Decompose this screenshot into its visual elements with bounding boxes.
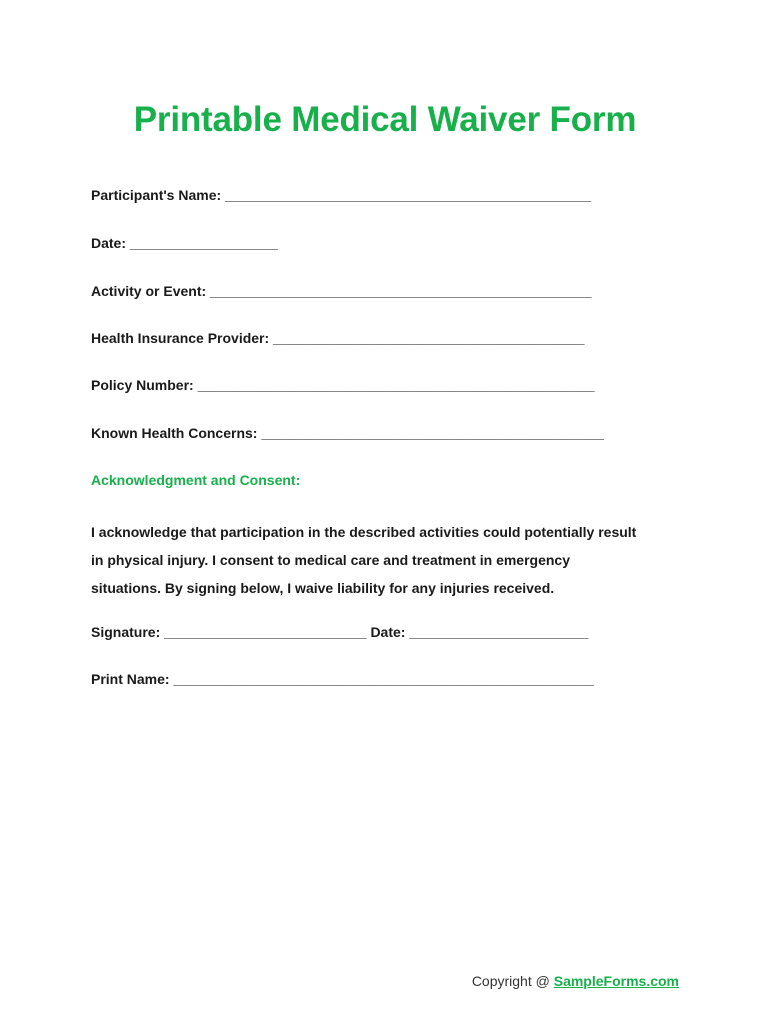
consent-line: situations. By signing below, I waive liability for any injuries received. — [91, 580, 555, 596]
signature-date-field: Signature: __________________________ Date: _______________________ — [91, 624, 589, 640]
print-name-field: Print Name: ______________________________________________________ — [91, 671, 594, 687]
consent-heading: Acknowledgment and Consent: — [91, 472, 301, 488]
policy-number-field: Policy Number: ___________________________________________________ — [91, 377, 595, 393]
insurance-provider-field: Health Insurance Provider: ________________________________________ — [91, 330, 585, 346]
participant-name-field: Participant's Name: _______________________________________________ — [91, 187, 591, 203]
health-concerns-field: Known Health Concerns: ____________________________________________ — [91, 425, 604, 441]
activity-field: Activity or Event: _________________________________________________ — [91, 283, 592, 299]
consent-line: I acknowledge that participation in the described activities could potentially result — [91, 524, 637, 540]
consent-paragraph — [91, 518, 691, 602]
date-field: Date: ___________________ — [91, 235, 278, 251]
consent-line: in physical injury. I consent to medical care and treatment in emergency — [91, 552, 571, 568]
copyright-footer — [472, 973, 679, 989]
sampleforms-link[interactable]: SampleForms.com — [553, 973, 679, 989]
form-title: Printable Medical Waiver Form — [133, 100, 637, 139]
copyright-prefix: Copyright @ — [471, 973, 554, 989]
